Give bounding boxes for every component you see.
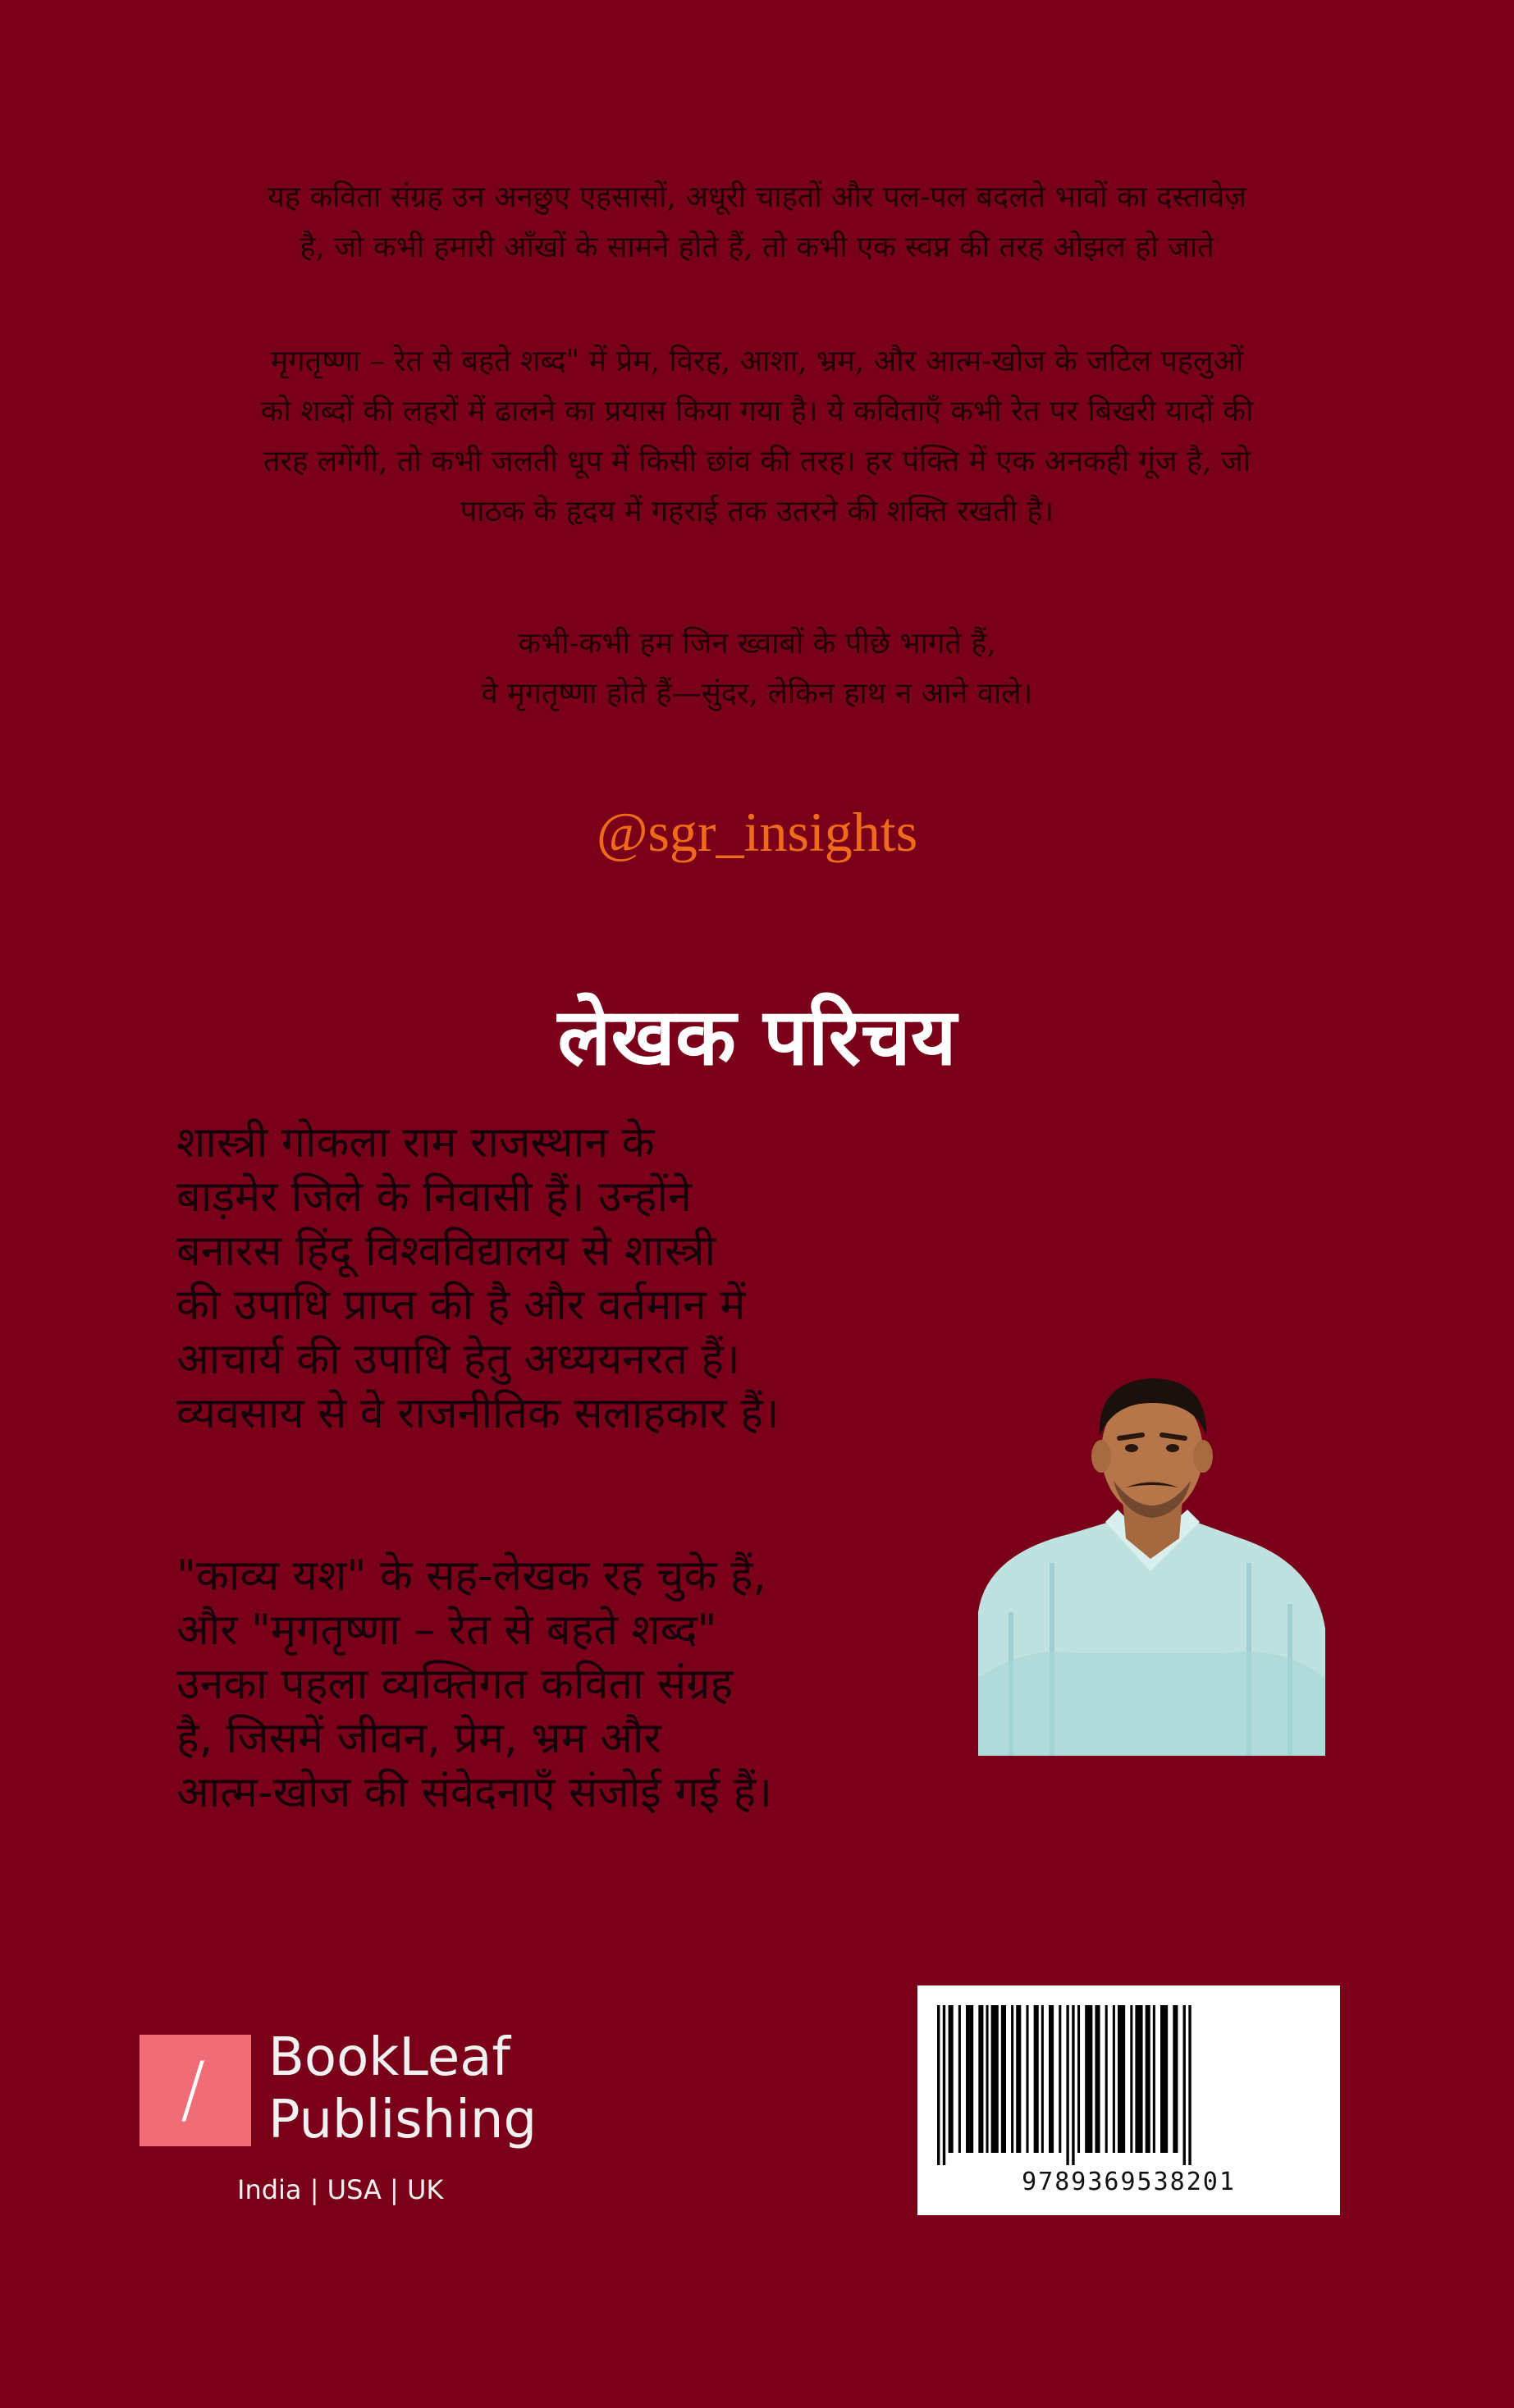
- publisher-name-line2: Publishing: [268, 2090, 537, 2150]
- barcode-bar: [1146, 2005, 1150, 2153]
- blurb-line: यह कविता संग्रह उन अनछुए एहसासों, अधूरी चाहतों और पल-पल बदलते भावों का दस्तावेज़: [268, 180, 1246, 214]
- book-blurb: [140, 172, 1374, 719]
- isbn-number: 9789369538201: [1022, 2168, 1236, 2196]
- barcode-bar: [1118, 2005, 1125, 2153]
- barcode-bar: [937, 2005, 940, 2165]
- barcode-bar: [1011, 2005, 1013, 2153]
- barcode-bar: [1066, 2005, 1068, 2165]
- publisher-regions: India | USA | UK: [237, 2174, 444, 2205]
- bio-line: की उपाधि प्राप्त की है और वर्तमान में: [176, 1281, 746, 1330]
- barcode-bar: [1001, 2005, 1006, 2153]
- bio-line: बनारस हिंदू विश्वविद्यालय से शास्त्री: [176, 1227, 716, 1276]
- barcode-bar: [1034, 2005, 1039, 2153]
- barcode-bar: [943, 2005, 945, 2165]
- blurb-line: कभी-कभी हम जिन ख्वाबों के पीछे भागते हैं,: [518, 627, 996, 660]
- author-bio: [176, 1116, 1005, 1820]
- barcode-bar: [1183, 2005, 1186, 2165]
- slash-glyph: /: [181, 2046, 206, 2132]
- barcode-bar: [1130, 2005, 1132, 2153]
- barcode-bar: [1016, 2005, 1021, 2153]
- publisher-logo-mark: [140, 2035, 251, 2146]
- barcode-bar: [1113, 2005, 1115, 2153]
- bio-line: आत्म-खोज की संवेदनाएँ संजोई गई हैं।: [176, 1768, 772, 1817]
- author-photo: [978, 1366, 1325, 1756]
- social-handle: @sgr_insights: [596, 801, 918, 863]
- isbn-barcode: [917, 1985, 1340, 2215]
- blurb-line: मृगतृष्णा – रेत से बहते शब्द" में प्रेम, विरह, आशा, भ्रम, और आत्म-खोज के जटिल पहलुओं: [270, 345, 1244, 378]
- publisher-name-line1: BookLeaf: [268, 2027, 510, 2088]
- barcode-bar: [1077, 2005, 1080, 2153]
- barcode-bar: [1153, 2005, 1155, 2153]
- bio-line: और "मृगतृष्णा – रेत से बहते शब्द": [176, 1606, 717, 1655]
- blurb-line: तरह लगेंगी, तो कभी जलती धूप में किसी छांव की तरह। हर पंक्ति में एक अनकही गूंज है, जो: [263, 445, 1251, 478]
- barcode-bar: [1095, 2005, 1100, 2153]
- barcode-bar: [1085, 2005, 1092, 2153]
- blurb-line: को शब्दों की लहरों में ढालने का प्रयास किया गया है। ये कविताएँ कभी रेत पर बिखरी यादों की: [260, 395, 1254, 428]
- barcode-bar: [978, 2005, 983, 2153]
- barcode-bar: [986, 2005, 989, 2153]
- barcode-bar: [1188, 2005, 1191, 2165]
- barcode-bar: [949, 2005, 954, 2153]
- barcode-bar: [1041, 2005, 1044, 2153]
- bio-line: आचार्य की उपाधि हेतु अध्ययनरत हैं।: [176, 1335, 740, 1384]
- barcode-bar: [1072, 2005, 1074, 2165]
- barcode-bar: [1059, 2005, 1061, 2153]
- blurb-line: वे मृगतृष्णा होते हैं—सुंदर, लेकिन हाथ न आने वाले।: [481, 677, 1033, 711]
- barcode-bar: [1049, 2005, 1054, 2153]
- bio-line: "काव्य यश" के सह-लेखक रह चुके हैं,: [176, 1551, 767, 1601]
- barcode-bar: [958, 2005, 961, 2153]
- blurb-line: पाठक के हृदय में गहराई तक उतरने की शक्ति रखती है।: [460, 495, 1054, 528]
- bio-line: उनका पहला व्यक्तिगत कविता संग्रह: [176, 1660, 734, 1709]
- blurb-line: है, जो कभी हमारी आँखों के सामने होते हैं, तो कभी एक स्वप्न की तरह ओझल हो जाते: [300, 231, 1214, 264]
- barcode-bar: [966, 2005, 973, 2153]
- barcode-bar: [1026, 2005, 1028, 2153]
- bio-line: व्यवसाय से वे राजनीतिक सलाहकार हैं।: [176, 1389, 780, 1438]
- author-intro-heading: लेखक परिचय: [557, 991, 957, 1083]
- bio-line: शास्त्री गोकला राम राजस्थान के: [176, 1118, 655, 1167]
- barcode-bar: [1173, 2005, 1178, 2153]
- barcode-bar: [1135, 2005, 1142, 2153]
- barcode-bars: [932, 2005, 1325, 2165]
- bio-line: बाड़मेर जिले के निवासी हैं। उन्होंने: [176, 1172, 692, 1222]
- barcode-bar: [1105, 2005, 1108, 2153]
- publisher-name: [268, 2026, 537, 2151]
- barcode-bar: [991, 2005, 999, 2153]
- barcode-bar: [1160, 2005, 1168, 2153]
- bio-line: है, जिसमें जीवन, प्रेम, भ्रम और: [176, 1714, 661, 1763]
